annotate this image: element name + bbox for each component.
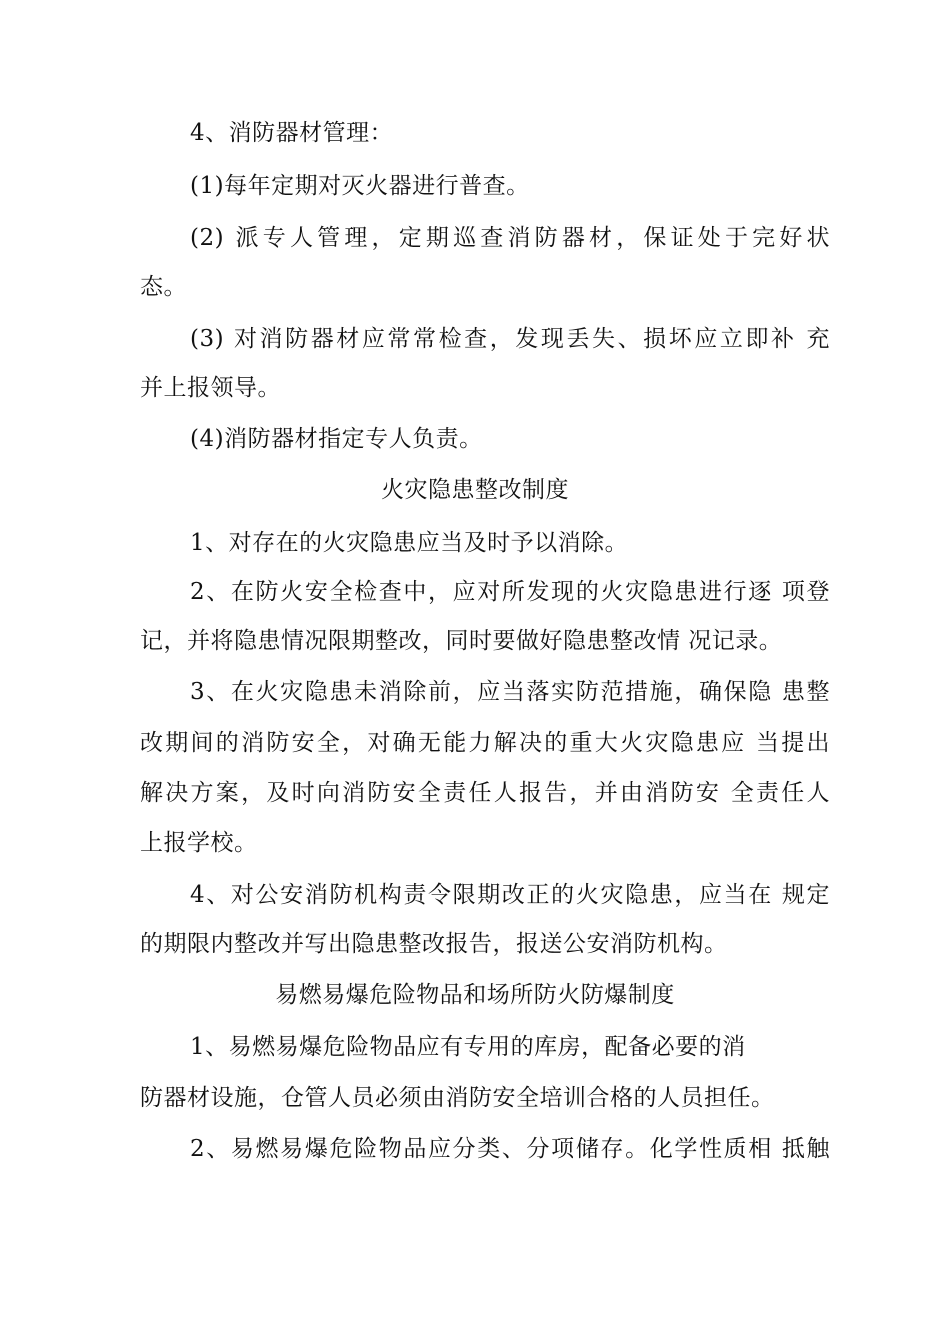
paragraph-line: 1、易燃易爆危险物品应有专用的库房，配备必要的消: [190, 1034, 746, 1060]
paragraph-line: 的期限内整改并写出隐患整改报告，报送公安消防机构。: [140, 931, 728, 957]
paragraph-line: 1、对存在的火灾隐患应当及时予以消除。: [190, 530, 629, 556]
paragraph-line: (4)消防器材指定专人负责。: [190, 426, 483, 452]
section-title-hazard-rectification: 火灾隐患整改制度: [381, 477, 569, 503]
paragraph-line: 并上报领导。: [140, 375, 281, 401]
paragraph-line: 2、在防火安全检查中，应对所发现的火灾隐患进行逐 项登: [190, 579, 830, 605]
paragraph-line: 改期间的消防安全，对确无能力解决的重大火灾隐患应 当提出: [140, 730, 830, 756]
section-title-flammable-explosive: 易燃易爆危险物品和场所防火防爆制度: [275, 982, 675, 1008]
paragraph-line: (3) 对消防器材应常常检查，发现丢失、损坏应立即补 充: [190, 326, 830, 352]
paragraph-line: 上报学校。: [140, 830, 258, 856]
section-heading-equipment-management: 4、消防器材管理：: [190, 120, 394, 146]
paragraph-line: (2) 派专人管理，定期巡查消防器材，保证处于完好状: [190, 225, 830, 251]
paragraph-line: 4、对公安消防机构责令限期改正的火灾隐患，应当在 规定: [190, 882, 830, 908]
paragraph-line: 解决方案，及时向消防安全责任人报告，并由消防安 全责任人: [140, 780, 830, 806]
paragraph-line: 态。: [140, 274, 187, 300]
paragraph-line: 2、易燃易爆危险物品应分类、分项储存。化学性质相 抵触: [190, 1136, 830, 1162]
paragraph-line: 记，并将隐患情况限期整改，同时要做好隐患整改情 况记录。: [140, 628, 783, 654]
paragraph-line: 3、在火灾隐患未消除前，应当落实防范措施，确保隐 患整: [190, 679, 830, 705]
paragraph-line: 防器材设施，仓管人员必须由消防安全培训合格的人员担任。: [140, 1085, 775, 1111]
paragraph-line: (1)每年定期对灭火器进行普查。: [190, 173, 530, 199]
